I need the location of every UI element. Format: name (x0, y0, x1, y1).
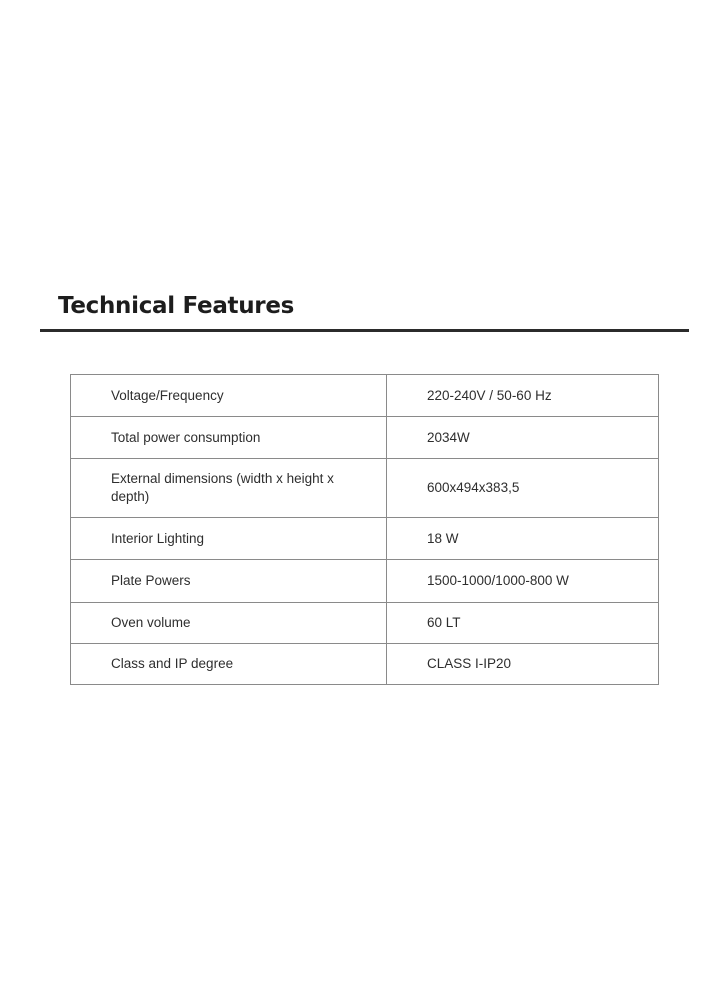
technical-features-table (70, 374, 659, 685)
spec-label: External dimensions (width x height x depth) (71, 459, 387, 518)
spec-label: Interior Lighting (71, 518, 387, 560)
spec-label: Total power consumption (71, 417, 387, 459)
spec-label: Class and IP degree (71, 644, 387, 685)
spec-value: 1500-1000/1000-800 W (387, 560, 659, 603)
table-row (71, 644, 659, 685)
table-row (71, 459, 659, 518)
table-row (71, 375, 659, 417)
spec-value: CLASS I-IP20 (387, 644, 659, 685)
spec-label: Oven volume (71, 603, 387, 644)
spec-value: 220-240V / 50-60 Hz (387, 375, 659, 417)
spec-value: 600x494x383,5 (387, 459, 659, 518)
table-row (71, 603, 659, 644)
spec-label: Plate Powers (71, 560, 387, 603)
title-divider (40, 329, 689, 332)
table-row (71, 518, 659, 560)
spec-value: 2034W (387, 417, 659, 459)
spec-value: 18 W (387, 518, 659, 560)
table-row (71, 417, 659, 459)
spec-value: 60 LT (387, 603, 659, 644)
spec-label: Voltage/Frequency (71, 375, 387, 417)
table-row (71, 560, 659, 603)
page-title: Technical Features (58, 293, 295, 319)
